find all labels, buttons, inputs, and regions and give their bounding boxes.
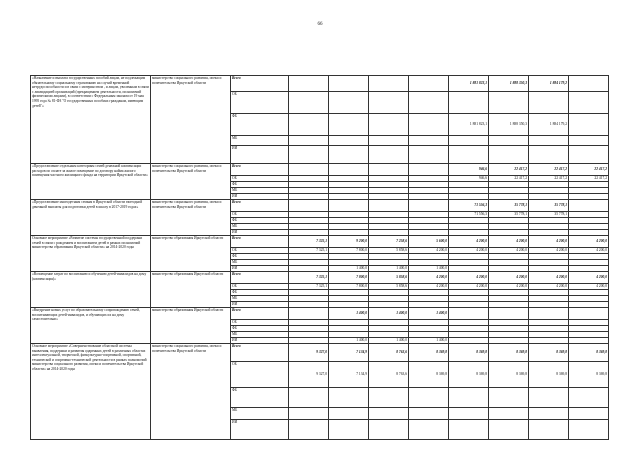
funding-source: Всего (231, 272, 289, 284)
year-amount: 4 200,0 (449, 248, 489, 254)
year-amount (329, 114, 369, 136)
year-amount: 1 400,0 (329, 338, 369, 344)
year-amount: 8 369,8 (529, 362, 569, 388)
year-amount: 4 200,0 (569, 248, 609, 254)
year-amount: 1 400,0 (369, 308, 409, 320)
year-amount: 8 369,8 (449, 344, 489, 362)
year-amount: 1 888 350,3 (489, 114, 529, 136)
year-amount (489, 308, 529, 320)
funding-source: ОБ (231, 320, 289, 326)
year-amount: 4 200,0 (569, 236, 609, 248)
year-amount: 71 556,3 (449, 212, 489, 218)
year-amount: 8 369,8 (489, 344, 529, 362)
year-amount: 946,6 (449, 176, 489, 182)
measure-name: «Предоставление отдельным категориям семей денежной компенсации расходов по оплате за жилое помещение по договору найма жилого помещения частного жилищного фонда на территории Иркутской области» (31, 164, 151, 200)
year-amount: 22 417,2 (529, 164, 569, 176)
responsible-executor: министерство социального развития, опеки и попечительства Иркутской области (151, 200, 231, 236)
year-amount (569, 308, 609, 320)
table-row (31, 308, 609, 320)
year-amount: 22 417,2 (569, 176, 609, 182)
year-amount: 5 858,6 (369, 248, 409, 254)
year-amount: 8 369,8 (489, 362, 529, 388)
funding-source: Всего (231, 308, 289, 320)
year-amount (289, 114, 329, 136)
funding-source: ИИ (231, 302, 289, 308)
year-amount: 35 778,1 (489, 200, 529, 212)
year-amount: 35 778,1 (529, 200, 569, 212)
year-amount (529, 308, 569, 320)
year-amount (369, 76, 409, 92)
year-amount (489, 92, 529, 114)
year-amount: 5 600,0 (409, 236, 449, 248)
year-amount: 1 888 350,3 (489, 76, 529, 92)
year-amount: 9 327,0 (289, 362, 329, 388)
year-amount: 22 417,2 (489, 164, 529, 176)
year-amount: 9 200,0 (329, 236, 369, 248)
year-amount (569, 146, 609, 164)
year-amount (409, 146, 449, 164)
year-amount (449, 388, 489, 408)
year-amount: 22 417,2 (529, 176, 569, 182)
year-amount: 1 400,0 (409, 338, 449, 344)
year-amount (329, 200, 369, 212)
year-amount: 4 200,0 (449, 236, 489, 248)
table-row (31, 164, 609, 176)
funding-source: МБ (231, 260, 289, 266)
funding-source: ФБ (231, 218, 289, 224)
year-amount (409, 420, 449, 440)
year-amount (409, 114, 449, 136)
year-amount: 4 200,0 (529, 272, 569, 284)
year-amount (289, 420, 329, 440)
year-amount: 5 858,6 (369, 272, 409, 284)
funding-source: Всего (231, 344, 289, 362)
funding-source: МБ (231, 296, 289, 302)
responsible-executor: министерство образования Иркутской области (151, 272, 231, 308)
year-amount: 9 327,0 (289, 344, 329, 362)
year-amount (569, 114, 609, 136)
year-amount (329, 136, 369, 146)
funding-source: ФБ (231, 254, 289, 260)
year-amount: 22 417,2 (489, 176, 529, 182)
year-amount: 1 400,0 (369, 266, 409, 272)
year-amount: 7 134,9 (329, 344, 369, 362)
year-amount: 8 763,6 (369, 344, 409, 362)
funding-table (30, 75, 609, 440)
year-amount (369, 114, 409, 136)
funding-source: ОБ (231, 176, 289, 182)
table-row (31, 344, 609, 362)
year-amount: 35 778,1 (529, 212, 569, 218)
year-amount: 71 556,3 (449, 200, 489, 212)
funding-source: ИИ (231, 338, 289, 344)
year-amount (409, 388, 449, 408)
funding-source: ОБ (231, 248, 289, 254)
measure-name: Основное мероприятие «Совершенствование областной системы выявления, поддержки и развития одаренных детей в различных областях интеллектуальной, творческой, физкультурно-спортивной, спортивной, технической и спортивно-технической деятельности в рамках полномочий министерства социального развития, опеки и попечительства Иркутской области» на 2014-2020 годы (31, 344, 151, 440)
measure-name: «Назначение и выплата государственных пособий лицам, не подлежащим обязательному социальному страхованию на случай временной нетрудоспособности и в связи с материнством , и лицам, уволенным в связи с ликвидацией организаций (прекращением деятельности, полномочий физическими лицами), в соответствии с Федеральным законом от 19 мая 1995 года № 81-ФЗ "О государственных пособиях гражданам, имеющим детей"» (31, 76, 151, 164)
page-number: 66 (317, 22, 323, 27)
responsible-executor: министерство образования Иркутской области (151, 236, 231, 272)
year-amount: 1 400,0 (409, 266, 449, 272)
measure-name: Основное мероприятие «Развитие системы государственной поддержки семей в связи с рождением и воспитанием детей в рамках полномочий министерства образования Иркутской области» на 2014-2020 годы (31, 236, 151, 272)
year-amount (409, 408, 449, 420)
table-row (31, 272, 609, 284)
year-amount: 4 200,0 (569, 272, 609, 284)
funding-source: ФБ (231, 182, 289, 188)
year-amount (529, 136, 569, 146)
year-amount: 7 800,0 (329, 284, 369, 290)
funding-source: МБ (231, 332, 289, 338)
year-amount (449, 308, 489, 320)
year-amount: 1 881 823,1 (449, 114, 489, 136)
year-amount: 7 325,1 (289, 272, 329, 284)
funding-source: ИИ (231, 146, 289, 164)
year-amount (529, 146, 569, 164)
funding-source: ИИ (231, 194, 289, 200)
year-amount: 5 858,6 (369, 284, 409, 290)
responsible-executor: министерство социального развития, опеки и попечительства Иркутской области (151, 344, 231, 440)
year-amount (369, 164, 409, 176)
year-amount: 4 200,0 (489, 248, 529, 254)
funding-source: ИИ (231, 420, 289, 440)
funding-source: ФБ (231, 326, 289, 332)
year-amount: 4 200,0 (569, 284, 609, 290)
year-amount (289, 76, 329, 92)
year-amount (529, 420, 569, 440)
year-amount (569, 200, 609, 212)
year-amount: 8 369,8 (409, 344, 449, 362)
year-amount: 4 200,0 (449, 284, 489, 290)
year-amount (529, 388, 569, 408)
year-amount: 1 881 823,1 (449, 76, 489, 92)
funding-source: ИИ (231, 266, 289, 272)
year-amount: 1 400,0 (329, 266, 369, 272)
year-amount (329, 146, 369, 164)
year-amount (489, 146, 529, 164)
year-amount: 4 200,0 (449, 272, 489, 284)
funding-source: Всего (231, 164, 289, 176)
funding-source: МБ (231, 188, 289, 194)
year-amount: 8 369,8 (449, 362, 489, 388)
year-amount (569, 388, 609, 408)
year-amount (369, 200, 409, 212)
year-amount (449, 420, 489, 440)
year-amount (369, 388, 409, 408)
year-amount (449, 146, 489, 164)
year-amount: 1 400,0 (369, 338, 409, 344)
year-amount: 1 884 179,2 (529, 114, 569, 136)
year-amount: 4 200,0 (409, 284, 449, 290)
year-amount: 7 325,1 (289, 284, 329, 290)
funding-source: Всего (231, 76, 289, 92)
year-amount: 8 369,8 (569, 362, 609, 388)
year-amount: 7 800,0 (329, 272, 369, 284)
year-amount: 1 884 179,2 (529, 76, 569, 92)
year-amount: 4 200,0 (529, 248, 569, 254)
funding-source: ФБ (231, 388, 289, 408)
year-amount: 7 258,6 (369, 236, 409, 248)
year-amount (409, 200, 449, 212)
year-amount (489, 136, 529, 146)
funding-source: ИИ (231, 230, 289, 236)
year-amount (409, 76, 449, 92)
year-amount: 1 400,0 (409, 308, 449, 320)
year-amount (569, 92, 609, 114)
funding-source: МБ (231, 224, 289, 230)
year-amount: 7 800,0 (329, 248, 369, 254)
funding-source: МБ (231, 136, 289, 146)
funding-source: ОБ (231, 92, 289, 114)
table-row (31, 236, 609, 248)
year-amount: 35 778,1 (489, 212, 529, 218)
year-amount (329, 388, 369, 408)
year-amount: 4 200,0 (529, 284, 569, 290)
funding-source: Всего (231, 236, 289, 248)
funding-source: ОБ (231, 284, 289, 290)
year-amount: 8 369,8 (529, 344, 569, 362)
year-amount (329, 76, 369, 92)
year-amount (569, 408, 609, 420)
year-amount (289, 136, 329, 146)
year-amount (289, 388, 329, 408)
year-amount (369, 136, 409, 146)
year-amount (409, 164, 449, 176)
year-amount (409, 136, 449, 146)
year-amount (489, 420, 529, 440)
year-amount: 7 325,1 (289, 236, 329, 248)
year-amount (289, 164, 329, 176)
table-row (31, 76, 609, 92)
year-amount: 7 134,9 (329, 362, 369, 388)
year-amount (369, 146, 409, 164)
year-amount (289, 146, 329, 164)
year-amount (449, 408, 489, 420)
year-amount (369, 420, 409, 440)
year-amount (449, 136, 489, 146)
responsible-executor: министерство образования Иркутской области (151, 308, 231, 344)
year-amount (289, 408, 329, 420)
table-row (31, 200, 609, 212)
year-amount (529, 92, 569, 114)
funding-source: ФБ (231, 290, 289, 296)
responsible-executor: министерство социального развития, опеки и попечительства Иркутской области (151, 164, 231, 200)
year-amount (369, 408, 409, 420)
year-amount (449, 92, 489, 114)
year-amount (489, 388, 529, 408)
year-amount (409, 92, 449, 114)
year-amount (329, 164, 369, 176)
measure-name: «Внедрение новых услуг по образовательному сопровождению семей, воспитывающих детей-инвалидов, и обучающих их на дому самостоятельно» (31, 308, 151, 344)
year-amount: 8 369,8 (569, 344, 609, 362)
year-amount (329, 420, 369, 440)
year-amount (569, 136, 609, 146)
year-amount (489, 408, 529, 420)
year-amount (329, 408, 369, 420)
year-amount (369, 92, 409, 114)
year-amount: 8 763,6 (369, 362, 409, 388)
year-amount: 4 200,0 (409, 248, 449, 254)
year-amount: 4 200,0 (529, 236, 569, 248)
funding-source: Всего (231, 200, 289, 212)
year-amount: 8 369,8 (409, 362, 449, 388)
year-amount (329, 92, 369, 114)
year-amount: 946,6 (449, 164, 489, 176)
measure-name: «Возмещение затрат по воспитанию и обучению детей-инвалидов на дому (компенсация)» (31, 272, 151, 308)
year-amount (529, 408, 569, 420)
year-amount: 4 200,0 (409, 272, 449, 284)
measure-name: «Предоставление многодетным семьям в Иркутской области ежегодной денежной выплаты для подготовки детей в школу в 2017-2019 годах» (31, 200, 151, 236)
funding-source: ФБ (231, 114, 289, 136)
year-amount: 7 325,1 (289, 248, 329, 254)
funding-source: ОБ (231, 362, 289, 388)
year-amount (289, 308, 329, 320)
year-amount (289, 200, 329, 212)
year-amount (289, 92, 329, 114)
year-amount: 22 417,2 (569, 164, 609, 176)
year-amount: 4 200,0 (489, 272, 529, 284)
year-amount: 1 400,0 (329, 308, 369, 320)
responsible-executor: министерство социального развития, опеки и попечительства Иркутской области (151, 76, 231, 164)
funding-source: ОБ (231, 212, 289, 218)
year-amount (569, 76, 609, 92)
year-amount (569, 420, 609, 440)
year-amount: 4 200,0 (489, 284, 529, 290)
funding-source: МБ (231, 408, 289, 420)
year-amount: 4 200,0 (489, 236, 529, 248)
